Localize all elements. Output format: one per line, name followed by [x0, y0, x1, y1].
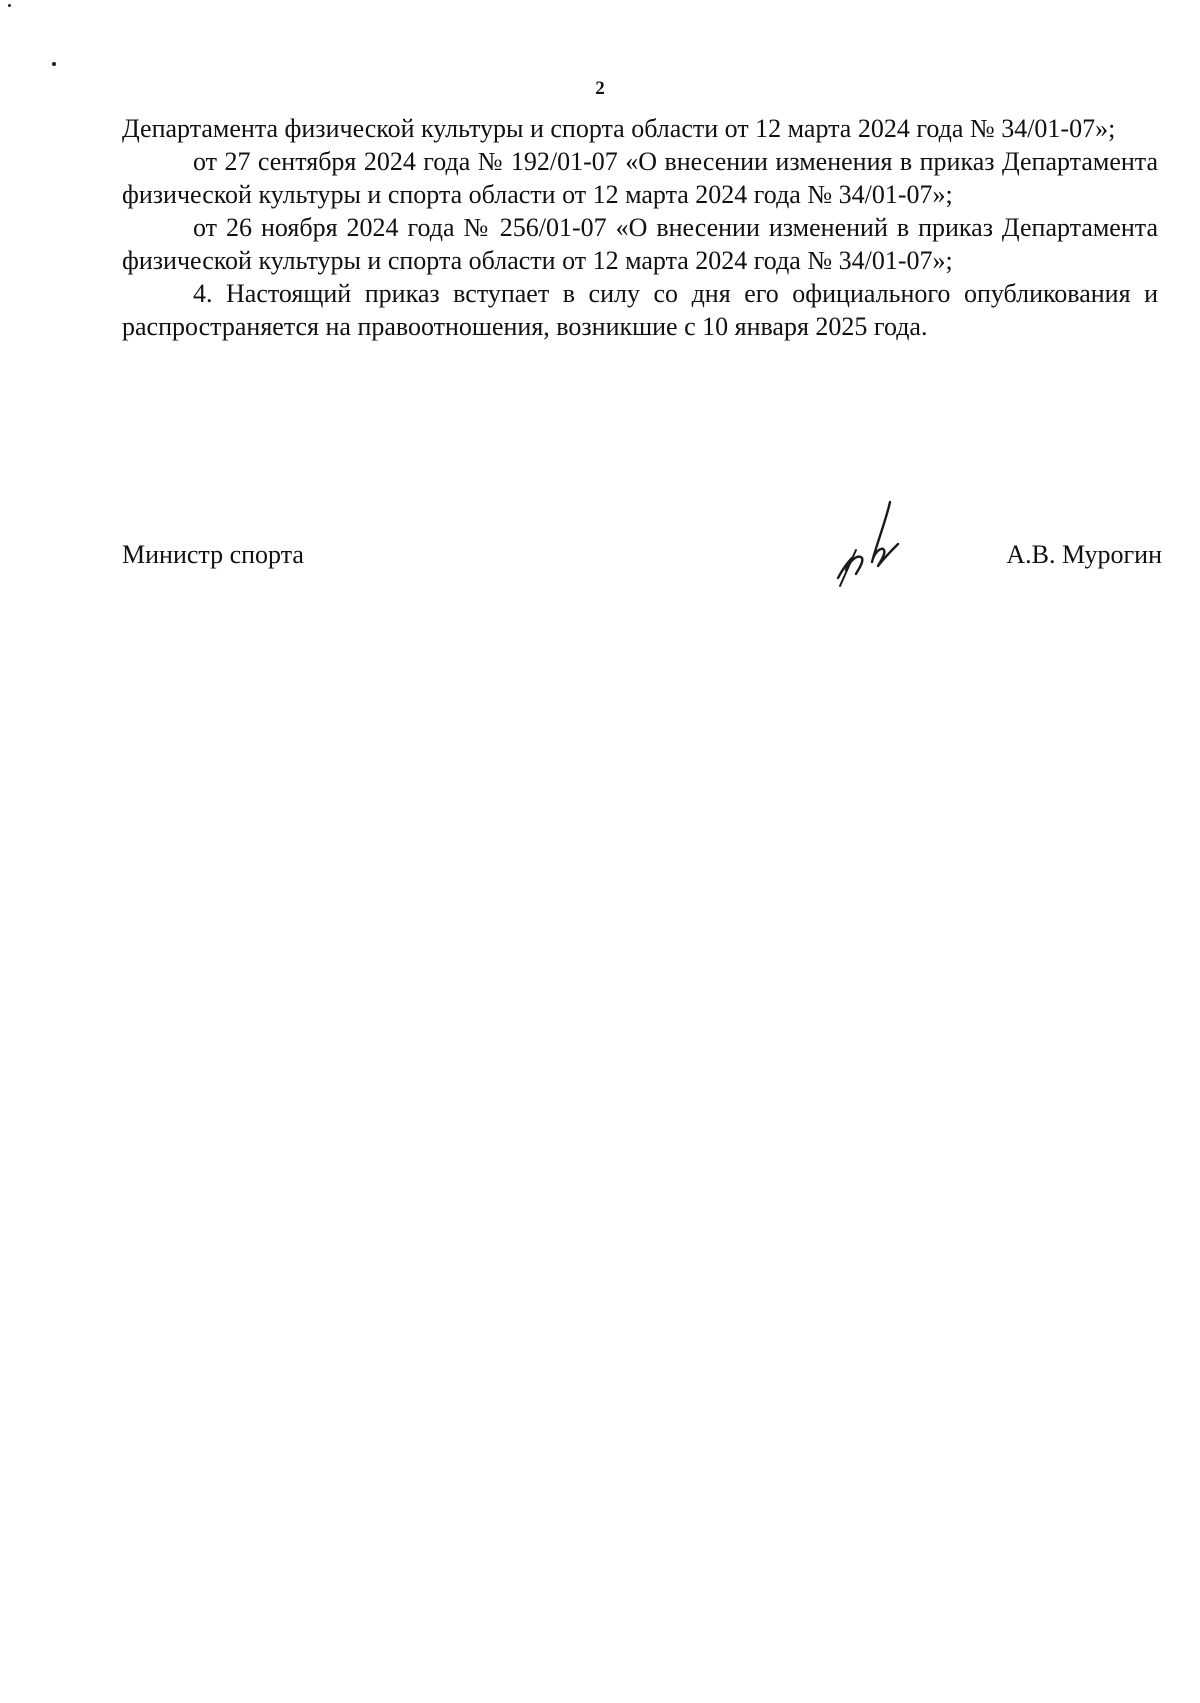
- signatory-title: Министр спорта: [122, 540, 304, 569]
- signatory-name: А.В. Мурогин: [1006, 540, 1162, 569]
- scan-speck: [52, 62, 56, 66]
- paragraph-order-256: от 26 ноября 2024 года № 256/01-07 «О внесении изменений в приказ Департамента физической культуры и спорта области от 12 марта 2024 года № 34/01-07»;: [122, 213, 1158, 275]
- page-number: 2: [595, 78, 605, 99]
- paragraph-order-192: от 27 сентября 2024 года № 192/01-07 «О внесении изменения в приказ Департамента физической культуры и спорта области от 12 марта 2024 года № 34/01-07»;: [122, 147, 1158, 209]
- paragraph-effective-date: 4. Настоящий приказ вступает в силу со дня его официального опубликования и распространяется на правоотношения, возникшие с 10 января 2025 года.: [122, 279, 1158, 341]
- handwritten-signature: [828, 500, 918, 590]
- document-body: [122, 112, 1158, 343]
- paragraph-continuation: Департамента физической культуры и спорта области от 12 марта 2024 года № 34/01-07»;: [122, 114, 1116, 143]
- scan-speck: [8, 4, 11, 7]
- signature-block: [122, 540, 1162, 610]
